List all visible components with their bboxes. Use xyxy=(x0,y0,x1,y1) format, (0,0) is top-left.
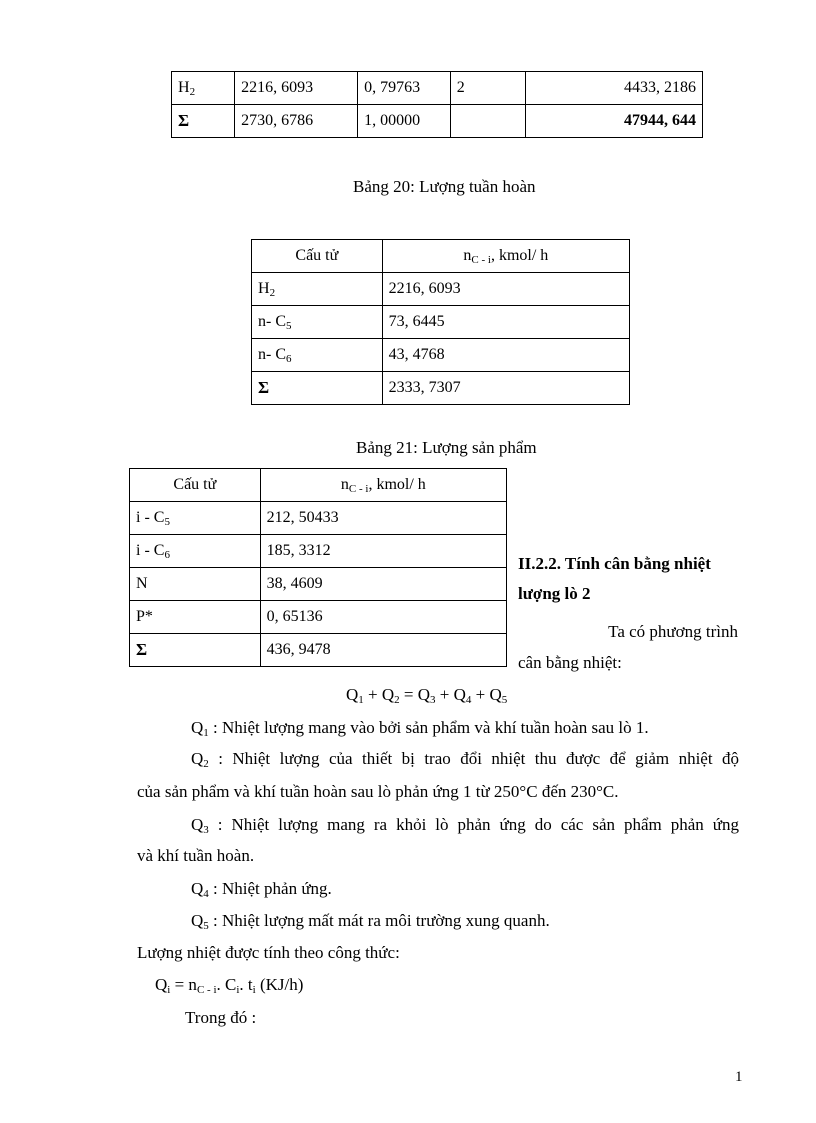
fraction-cell: 1, 00000 xyxy=(358,105,451,138)
section-heading-line2: lượng lò 2 xyxy=(518,584,591,603)
component-cell: P* xyxy=(130,601,261,634)
header-component: Cấu tử xyxy=(252,240,383,273)
intro-line2: cân bằng nhiệt: xyxy=(518,653,622,672)
table-row xyxy=(252,339,630,372)
value-cell: 73, 6445 xyxy=(382,306,629,339)
value-cell: 2216, 6093 xyxy=(235,72,358,105)
value-cell: 212, 50433 xyxy=(260,502,506,535)
fraction-cell: 0, 79763 xyxy=(358,72,451,105)
coef-cell: 2 xyxy=(450,72,525,105)
sum-symbol: Σ xyxy=(130,634,261,667)
header-flow: $n_{C - i}$, kmol/ h xyxy=(260,469,506,502)
table-row xyxy=(252,273,630,306)
table-row xyxy=(252,372,630,405)
table-row xyxy=(172,72,703,105)
heat-balance-equation: $Q_1 + Q_2 = Q_3 + Q_4 + Q_5$ xyxy=(346,685,508,706)
def-q1: $Q_1$ : Nhiệt lượng mang vào bởi sản phẩm và khí tuần hoàn sau lò 1. xyxy=(191,718,649,739)
table-21-caption: Bảng 21: Lượng sản phẩm xyxy=(356,438,537,457)
table-row xyxy=(130,568,507,601)
table-row xyxy=(252,306,630,339)
sum-symbol: Σ xyxy=(252,372,383,405)
def-q4: $Q_4$ : Nhiệt phản ứng. xyxy=(191,879,332,900)
table-row xyxy=(130,535,507,568)
trong-do: Trong đó : xyxy=(185,1008,257,1027)
def-q2-cont: của sản phẩm và khí tuần hoàn sau lò phản ứng 1 từ 250°C đến 230°C. xyxy=(137,782,619,801)
value-cell: 2216, 6093 xyxy=(382,273,629,306)
header-component: Cấu tử xyxy=(130,469,261,502)
component-cell: N xyxy=(130,568,261,601)
product-cell: 4433, 2186 xyxy=(525,72,702,105)
component-cell: $H_2$ xyxy=(252,273,383,306)
component-cell: i - $C_6$ xyxy=(130,535,261,568)
table-row xyxy=(130,601,507,634)
table-header-row xyxy=(130,469,507,502)
component-cell: i - $C_5$ xyxy=(130,502,261,535)
table-20 xyxy=(251,239,630,405)
value-cell: 436, 9478 xyxy=(260,634,506,667)
header-flow: $n_{C - i}$, kmol/ h xyxy=(382,240,629,273)
def-q3-cont: và khí tuần hoàn. xyxy=(137,846,255,865)
def-q5: $Q_5$ : Nhiệt lượng mất mát ra môi trường xung quanh. xyxy=(191,911,550,932)
value-cell: 2730, 6786 xyxy=(235,105,358,138)
intro-line1: Ta có phương trình xyxy=(608,622,738,641)
value-cell: 38, 4609 xyxy=(260,568,506,601)
section-heading-line1: II.2.2. Tính cân bằng nhiệt xyxy=(518,554,711,573)
table-row xyxy=(130,502,507,535)
product-cell: 47944, 644 xyxy=(525,105,702,138)
top-table xyxy=(171,71,703,138)
section-heading xyxy=(518,549,711,609)
table-row xyxy=(130,634,507,667)
value-cell: 0, 65136 xyxy=(260,601,506,634)
heat-formula: $Q_i = n_{C - i}$. $C_i$. $t_i$ (KJ/h) xyxy=(155,975,304,996)
table-20-caption: Bảng 20: Lượng tuần hoàn xyxy=(353,177,536,196)
component-cell: n- $C_6$ xyxy=(252,339,383,372)
table-header-row xyxy=(252,240,630,273)
formula-intro: Lượng nhiệt được tính theo công thức: xyxy=(137,943,400,962)
value-cell: 185, 3312 xyxy=(260,535,506,568)
coef-cell xyxy=(450,105,525,138)
component-cell: $H_2$ xyxy=(172,72,235,105)
table-21 xyxy=(129,468,507,667)
component-cell: n- $C_5$ xyxy=(252,306,383,339)
value-cell: 2333, 7307 xyxy=(382,372,629,405)
def-q3: $Q_3$ : Nhiệt lượng mang ra khỏi lò phản ứng do các sản phẩm phản ứng xyxy=(191,815,739,836)
table-row xyxy=(172,105,703,138)
def-q2: $Q_2$ : Nhiệt lượng của thiết bị trao đổi nhiệt thu được để giảm nhiệt độ xyxy=(191,749,739,770)
sum-symbol: Σ xyxy=(172,105,235,138)
page-number: 1 xyxy=(735,1069,743,1085)
value-cell: 43, 4768 xyxy=(382,339,629,372)
